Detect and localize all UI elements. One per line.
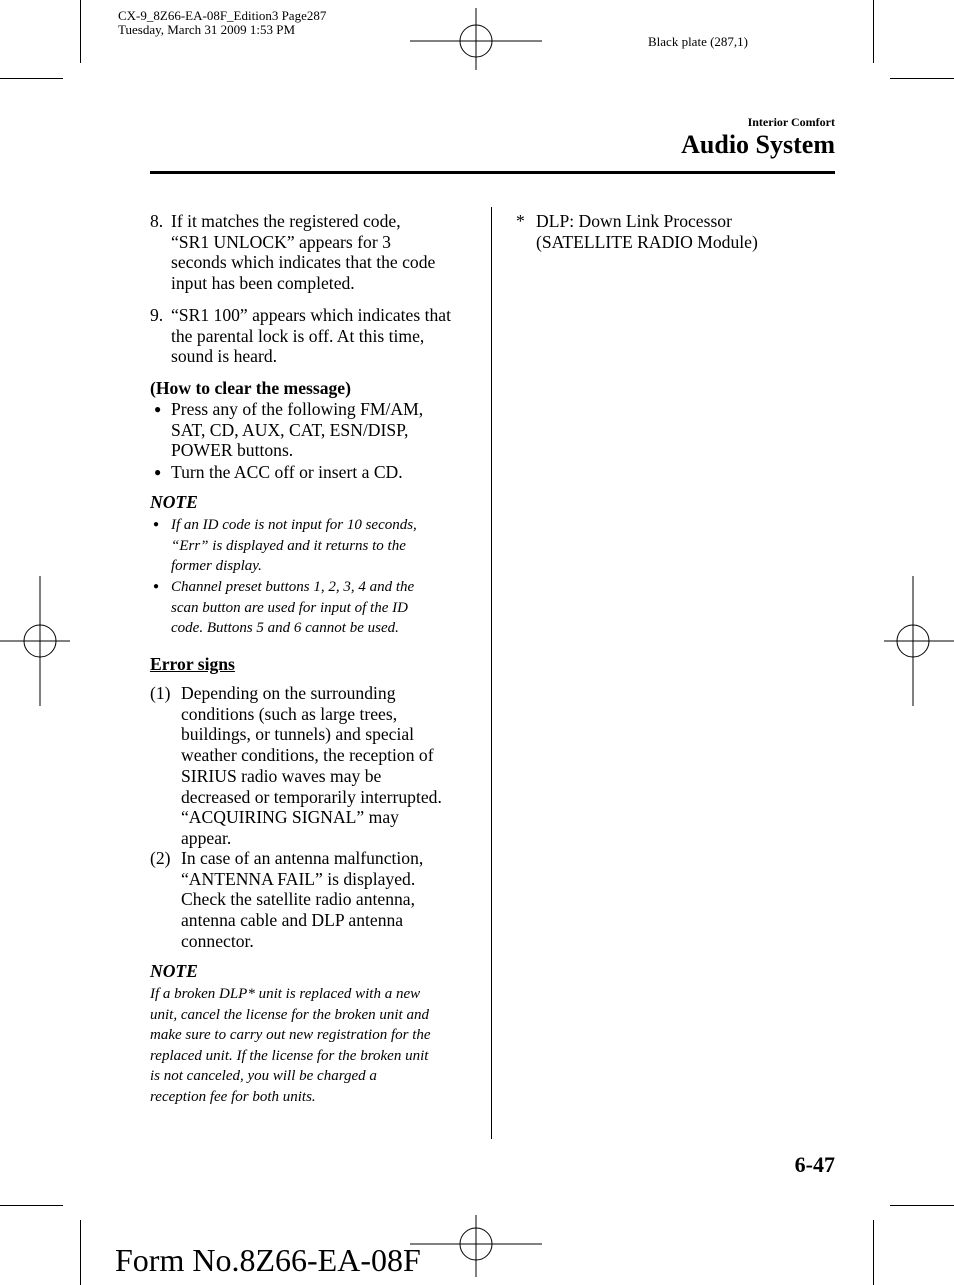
column-divider	[491, 207, 492, 1139]
page-title: Audio System	[681, 130, 835, 159]
section-label: Interior Comfort	[747, 115, 835, 129]
slug-line-2: Tuesday, March 31 2009 1:53 PM	[118, 22, 296, 37]
footnote-line: (SATELLITE RADIO Module)	[536, 231, 758, 252]
page-number: 6-47	[794, 1152, 835, 1177]
footnote	[536, 211, 826, 252]
error-line: Depending on the surrounding	[181, 683, 396, 703]
note-line: If a broken DLP* unit is replaced with a new	[150, 986, 421, 1002]
footnote-line: DLP: Down Link Processor	[536, 211, 732, 231]
step-line: input has been completed.	[171, 273, 355, 294]
registration-mark-icon	[410, 8, 542, 70]
step-item	[150, 305, 480, 367]
error-item	[150, 848, 480, 952]
bullet-item	[150, 462, 480, 483]
note-line: former display.	[171, 558, 262, 574]
step-line: the parental lock is off. At this time,	[171, 325, 425, 346]
error-number: (1)	[150, 683, 171, 703]
error-line: buildings, or tunnels) and special	[181, 724, 415, 745]
bullet-icon: ●	[154, 402, 162, 416]
bullet-line: SAT, CD, AUX, CAT, ESN/DISP,	[171, 419, 409, 440]
error-line: SIRIUS radio waves may be	[181, 765, 382, 786]
error-item	[150, 683, 480, 849]
error-line: appear.	[181, 827, 232, 848]
crop-mark	[80, 0, 81, 63]
error-line: connector.	[181, 930, 254, 951]
step-line: seconds which indicates that the code	[171, 252, 436, 273]
note-line: replaced unit. If the license for the broken unit	[150, 1047, 429, 1064]
bullet-item	[150, 399, 480, 461]
note-line: reception fee for both units.	[150, 1088, 316, 1105]
crop-mark	[0, 78, 63, 79]
error-line: conditions (such as large trees,	[181, 703, 398, 724]
note-line: is not canceled, you will be charged a	[150, 1068, 377, 1084]
note-line: code. Buttons 5 and 6 cannot be used.	[171, 620, 399, 636]
bullet-icon: ●	[153, 519, 160, 530]
note-heading: NOTE	[150, 492, 198, 512]
error-line: Check the satellite radio antenna,	[181, 889, 416, 910]
error-line: “ACQUIRING SIGNAL” may	[181, 807, 399, 828]
clear-message-heading: (How to clear the message)	[150, 378, 351, 398]
registration-mark-icon	[410, 1215, 542, 1277]
note-line: make sure to carry out new registration for the	[150, 1027, 431, 1043]
error-line: In case of an antenna malfunction,	[181, 848, 424, 868]
note-line: If an ID code is not input for 10 seconds,	[171, 517, 417, 533]
error-line: decreased or temporarily interrupted.	[181, 786, 442, 807]
bullet-line: Turn the ACC off or insert a CD.	[171, 462, 403, 482]
note-heading: NOTE	[150, 961, 198, 981]
bullet-icon: ●	[153, 581, 160, 592]
error-number: (2)	[150, 848, 171, 868]
bullet-icon: ●	[154, 465, 162, 479]
step-number: 8.	[150, 211, 164, 231]
error-line: “ANTENNA FAIL” is displayed.	[181, 868, 416, 889]
crop-mark	[873, 1220, 874, 1285]
note-line: Channel preset buttons 1, 2, 3, 4 and the	[171, 579, 415, 595]
error-line: weather conditions, the reception of	[181, 745, 434, 766]
step-line: If it matches the registered code,	[171, 211, 401, 231]
header-rule	[150, 171, 835, 174]
step-line: “SR1 UNLOCK” appears for 3	[171, 231, 391, 252]
note-item	[150, 515, 470, 577]
error-line: antenna cable and DLP antenna	[181, 910, 404, 931]
step-number: 9.	[150, 305, 164, 325]
bullet-line: Press any of the following FM/AM,	[171, 399, 424, 419]
note-paragraph	[150, 984, 470, 1107]
note-line: unit, cancel the license for the broken unit and	[150, 1006, 429, 1023]
crop-mark	[873, 0, 874, 63]
bullet-line: POWER buttons.	[171, 440, 294, 461]
crop-mark	[890, 78, 954, 79]
footnote-mark: *	[516, 211, 525, 231]
step-item	[150, 211, 480, 294]
plate-label: Black plate (287,1)	[648, 34, 748, 49]
registration-mark-icon	[0, 576, 70, 706]
form-number: Form No.8Z66-EA-08F	[115, 1242, 421, 1278]
step-line: “SR1 100” appears which indicates that	[171, 305, 451, 325]
note-item	[150, 577, 470, 639]
error-signs-heading: Error signs	[150, 654, 235, 674]
registration-mark-icon	[884, 576, 954, 706]
crop-mark	[890, 1205, 954, 1206]
note-line: “Err” is displayed and it returns to the	[171, 537, 406, 554]
slug-line-1: CX-9_8Z66-EA-08F_Edition3 Page287	[118, 8, 327, 23]
crop-mark	[0, 1205, 63, 1206]
step-line: sound is heard.	[171, 346, 278, 367]
crop-mark	[80, 1220, 81, 1285]
note-line: scan button are used for input of the ID	[171, 599, 408, 616]
